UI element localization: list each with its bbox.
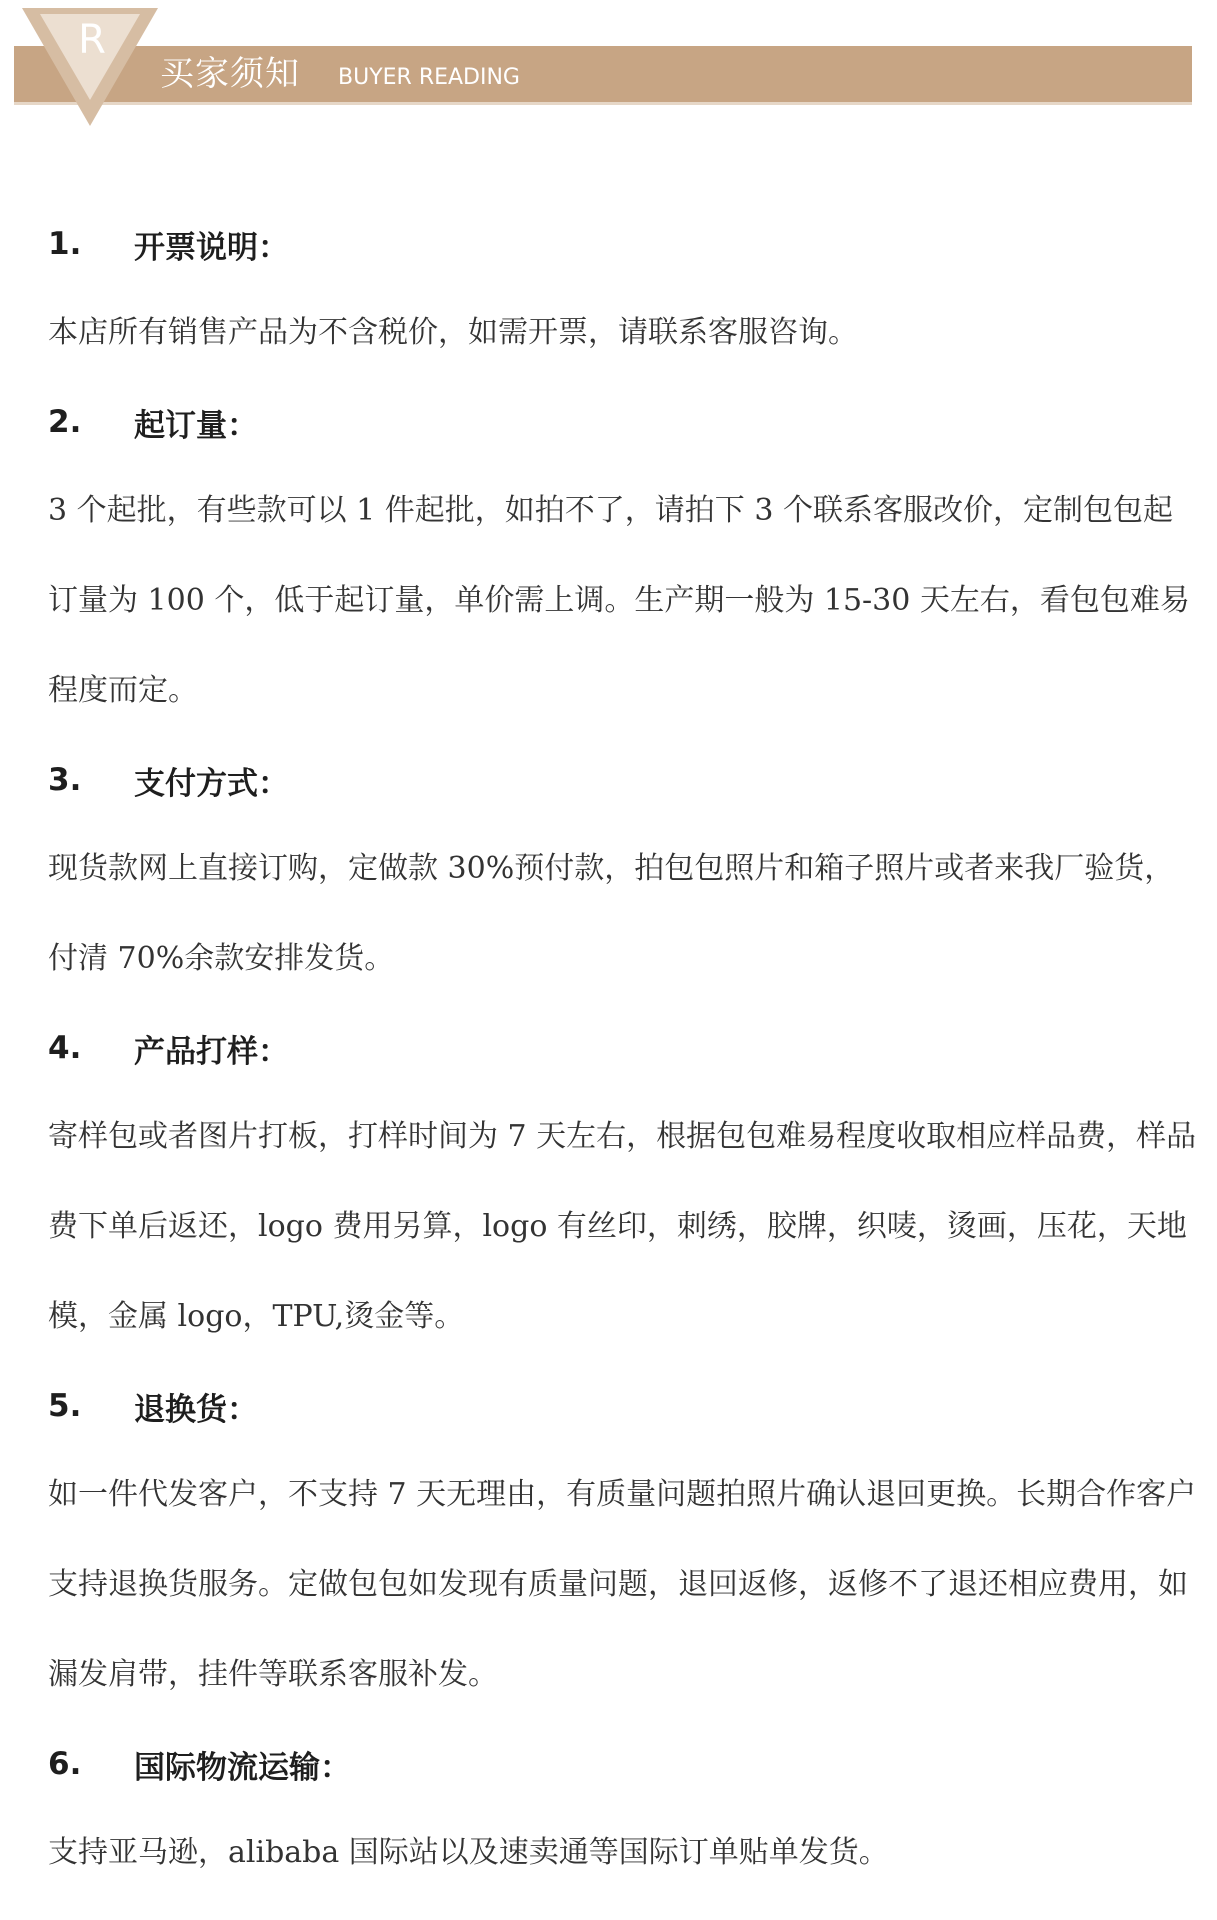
section-body: 3 个起批，有些款可以 1 件起批，如拍不了，请拍下 3 个联系客服改价，定制包包起订量为 100 个，低于起订量，单价需上调。生产期一般为 15-30 天左右，看包包难易程度而定。 xyxy=(48,493,1190,708)
section-title: 开票说明： xyxy=(134,229,289,266)
section-heading xyxy=(48,200,1198,288)
section-title: 支付方式： xyxy=(134,765,289,802)
section-heading xyxy=(48,1362,1198,1450)
section-number: 2. xyxy=(48,404,82,440)
section-heading xyxy=(48,1004,1198,1092)
section-body: 支持亚马逊，alibaba 国际站以及速卖通等国际订单贴单发货。 xyxy=(48,1835,889,1870)
section-title: 国际物流运输： xyxy=(134,1749,351,1786)
section-body: 本店所有销售产品为不含税价，如需开票，请联系客服咨询。 xyxy=(48,315,858,350)
section-title: 产品打样： xyxy=(134,1033,289,1070)
section-returns xyxy=(48,1362,1198,1720)
section-number: 5. xyxy=(48,1388,82,1424)
notice-content xyxy=(48,200,1198,1898)
logo-letter: R xyxy=(78,17,106,63)
section-title: 起订量： xyxy=(134,407,258,444)
section-shipping xyxy=(48,1720,1198,1898)
section-heading xyxy=(48,1720,1198,1808)
section-body: 如一件代发客户，不支持 7 天无理由，有质量问题拍照片确认退回更换。长期合作客户支持退换货服务。定做包包如发现有质量问题，退回返修，返修不了退还相应费用，如漏发肩带，挂件等联系客服补发。 xyxy=(48,1477,1197,1692)
section-body: 现货款网上直接订购，定做款 30%预付款，拍包包照片和箱子照片或者来我厂验货，付清 70%余款安排发货。 xyxy=(48,851,1175,976)
section-payment xyxy=(48,736,1198,1004)
section-minimum-order xyxy=(48,378,1198,736)
page-title: 买家须知 xyxy=(160,54,300,94)
section-sampling xyxy=(48,1004,1198,1362)
section-number: 1. xyxy=(48,226,82,262)
section-number: 6. xyxy=(48,1746,82,1782)
page-subtitle: BUYER READING xyxy=(338,65,520,90)
section-title: 退换货： xyxy=(134,1391,258,1428)
section-body: 寄样包或者图片打板，打样时间为 7 天左右，根据包包难易程度收取相应样品费，样品费下单后返还，logo 费用另算，logo 有丝印，刺绣，胶牌，织唛，烫画，压花，天地模，金属 logo，TPU,烫金等。 xyxy=(48,1119,1197,1334)
section-heading xyxy=(48,378,1198,466)
section-number: 4. xyxy=(48,1030,82,1066)
section-invoice xyxy=(48,200,1198,378)
header-banner xyxy=(0,0,1217,140)
section-heading xyxy=(48,736,1198,824)
section-number: 3. xyxy=(48,762,82,798)
